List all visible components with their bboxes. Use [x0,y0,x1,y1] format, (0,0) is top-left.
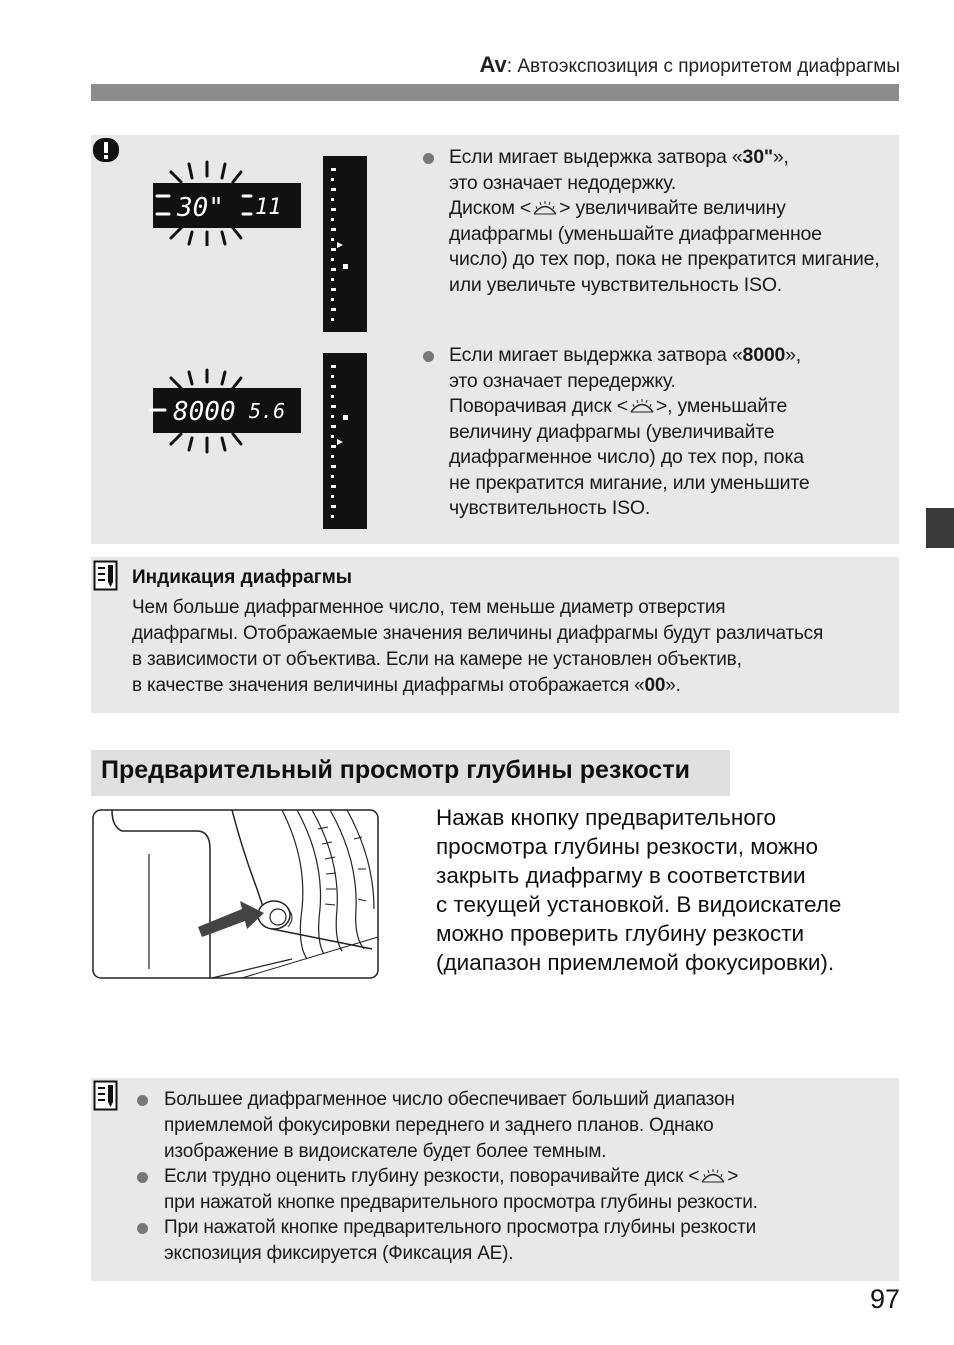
bullet-dot [137,1095,148,1106]
section-heading [91,750,730,796]
header-bar [91,84,899,101]
header-title-text: : Автоэкспозиция с приоритетом диафрагмы [506,56,900,77]
lcd-display-overexposure [145,368,305,454]
main-dial-icon [531,199,559,217]
bullet-dot [137,1223,148,1234]
lcd-display-undexposure [145,160,305,246]
bullet-dot [423,351,434,362]
warning-bullet-1: Если мигает выдержка затвора «30"», это означает недодержку. Диском < > увеличивайте величину диафрагмы (уменьшайте диафрагменное число) до тех пор, пока не прекратится мигание, или увеличьте чувствительность ISO. [449,146,880,296]
page-number: 97 [869,1284,900,1314]
note-title: Индикация диафрагмы [132,567,352,588]
note-body: Чем больше диафрагменное число, тем меньше диаметр отверстия диафрагмы. Отображаемые значения величины диафрагмы будут различаться в зависимости от объектива. Если на камере не установлен объектив, в качестве значения величины диафрагмы отображается «00». [132,597,824,696]
bullet-dot [423,153,434,164]
section-heading-text: Предварительный просмотр глубины резкости [101,756,690,784]
chapter-tab [926,508,954,548]
note2-bullet-1: Большее диафрагменное число обеспечивает больший диапазон приемлемой фокусировки переднего и заднего планов. Однако изображение в видоискателе будет более темным. [164,1089,735,1162]
note2-bullet-2: Если трудно оценить глубину резкости, поворачивайте диск < > при нажатой кнопке предварительного просмотра глубины резкости. [164,1166,758,1213]
section-body: Нажав кнопку предварительного просмотра глубины резкости, можно закрыть диафрагму в соответствии с текущей установкой. В видоискателе можно проверить глубину резкости (диапазон приемлемой фокусировки). [436,805,842,975]
lcd1-shutter: 30" [177,193,224,223]
depth-of-field-button-illustration [92,809,379,979]
main-dial-icon [628,397,656,415]
note-icon [93,560,119,592]
lcd2-shutter: 8000 [173,397,236,427]
note-icon [93,1080,119,1112]
page-header-title [380,52,900,78]
exposure-meter-scale-2 [323,353,367,529]
main-dial-icon [699,1167,727,1185]
lcd2-aperture: 5.6 [249,399,286,423]
caution-icon [92,137,120,163]
exposure-meter-scale-1 [323,156,367,332]
note2-bullet-3: При нажатой кнопке предварительного просмотра глубины резкости экспозиция фиксируется (Фиксация AE). [164,1217,756,1264]
bullet-dot [137,1172,148,1183]
av-mode-symbol: Av [479,52,507,77]
warning-bullet-2: Если мигает выдержка затвора «8000», это означает передержку. Поворачивая диск < >, уменьшайте величину диафрагмы (увеличивайте диафрагменное число) до тех пор, пока не прекратится мигание, или уменьшите чувствительность ISO. [449,344,810,519]
lcd1-aperture: 11 [255,195,282,220]
